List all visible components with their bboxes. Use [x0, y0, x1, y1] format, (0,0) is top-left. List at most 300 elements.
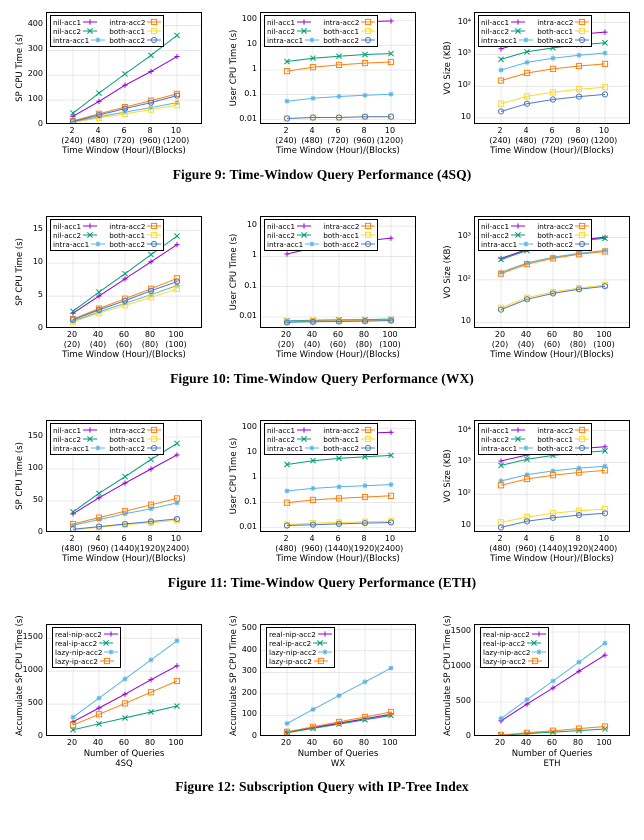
legend-symbol: [575, 426, 589, 434]
y-axis-label: Accumulate SP CPU Time (s): [229, 615, 239, 736]
y-tick-label: 1: [251, 63, 257, 73]
legend-symbol: [297, 435, 311, 443]
y-tick-label: 200: [241, 687, 257, 697]
y-tick-label: 300: [241, 666, 257, 676]
legend-symbol: [575, 435, 589, 443]
x-tick-label: 2 (480): [275, 534, 297, 553]
legend-item: [269, 630, 332, 639]
chart-fig9-a: [6, 4, 210, 164]
chart-legend: [52, 627, 121, 668]
figure-fig12: [0, 616, 644, 804]
legend-symbol: [519, 444, 533, 452]
chart-legend: [264, 219, 378, 251]
legend-symbol: [527, 639, 541, 647]
legend-symbol: [361, 426, 375, 434]
chart-legend: [264, 15, 378, 47]
legend-symbol: [305, 444, 319, 452]
legend-label: both-acc1: [323, 26, 360, 36]
y-tick-label: 10²: [457, 273, 471, 283]
x-tick-label: 80: [572, 738, 584, 747]
x-tick-label: 20: [66, 738, 78, 747]
x-tick-label: 6 (1440): [538, 534, 566, 553]
x-axis-label: Time Window (Hour)/(Blocks): [276, 146, 400, 156]
x-tick-label: 2 (480): [489, 534, 511, 553]
x-tick-label: 10 (2400): [376, 534, 404, 553]
y-tick-label: 10³: [457, 231, 471, 241]
y-tick-label: 10²: [457, 488, 471, 498]
figure-caption: Figure 12: Subscription Query with IP-Tree Index: [175, 779, 469, 794]
y-tick-label: 100: [241, 422, 257, 432]
legend-symbol: [297, 231, 311, 239]
dataset-sublabel: ETH: [543, 759, 561, 769]
legend-symbol: [519, 36, 533, 44]
x-tick-label: 80 (80): [569, 330, 587, 349]
legend-label: both-acc2: [109, 239, 146, 249]
y-axis-label: Accumulate SP CPU Time (s): [15, 615, 25, 736]
legend-item: [109, 435, 161, 444]
legend-item: [483, 648, 546, 657]
legend-item: [267, 36, 319, 45]
legend-symbol: [361, 222, 375, 230]
y-tick-label: 0.1: [244, 280, 257, 290]
y-tick-label: 200: [27, 69, 43, 79]
legend-item: [109, 27, 161, 36]
x-tick-label: 100: [168, 738, 184, 747]
legend-symbol: [575, 18, 589, 26]
legend-label: intra-acc1: [481, 35, 518, 45]
chart-fig10-a: [6, 208, 210, 368]
chart-legend: [480, 627, 549, 668]
x-tick-label: 100 (100): [379, 330, 401, 349]
chart-legend: [478, 423, 592, 455]
legend-label: real-ip-acc2: [55, 638, 98, 648]
legend-symbol: [361, 27, 375, 35]
legend-symbol: [318, 648, 332, 656]
legend-label: nil-acc2: [53, 230, 82, 240]
y-axis-label: User CPU Time (s): [229, 437, 239, 515]
y-axis-label: Accumulate SP CPU Time (s): [443, 615, 453, 736]
legend-item: [109, 444, 161, 453]
legend-item: [269, 648, 332, 657]
legend-symbol: [575, 444, 589, 452]
x-tick-label: 80 (80): [141, 330, 159, 349]
chart-row: [0, 208, 644, 368]
y-tick-label: 10: [460, 316, 471, 326]
y-tick-label: 1500: [450, 626, 471, 635]
legend-label: real-ip-acc2: [483, 638, 526, 648]
y-tick-label: 100: [241, 14, 257, 24]
legend-item: [483, 657, 546, 666]
legend-item: [323, 240, 375, 249]
x-tick-label: 80 (80): [355, 330, 373, 349]
legend-symbol: [91, 240, 105, 248]
legend-item: [267, 18, 319, 27]
legend-item: [267, 240, 319, 249]
legend-label: lazy-ip-acc2: [483, 656, 526, 666]
legend-item: [267, 444, 319, 453]
legend-label: nil-acc2: [267, 26, 296, 36]
x-tick-label: 2 (240): [489, 126, 511, 145]
legend-label: intra-acc1: [267, 239, 304, 249]
legend-symbol: [305, 36, 319, 44]
x-tick-label: 60 (60): [329, 330, 347, 349]
legend-label: both-acc2: [323, 443, 360, 453]
y-tick-label: 0.1: [244, 496, 257, 506]
legend-symbol: [575, 222, 589, 230]
legend-item: [537, 222, 589, 231]
legend-label: nil-acc2: [53, 434, 82, 444]
legend-symbol: [83, 426, 97, 434]
legend-label: real-nip-acc2: [269, 629, 316, 639]
y-tick-label: 1000: [22, 665, 43, 675]
x-tick-label: 20: [280, 738, 292, 747]
x-tick-label: 8 (960): [353, 126, 375, 145]
legend-symbol: [314, 657, 328, 665]
x-axis-label: Time Window (Hour)/(Blocks): [490, 146, 614, 156]
y-tick-label: 0: [251, 731, 257, 740]
legend-item: [537, 435, 589, 444]
legend-label: both-acc2: [109, 35, 146, 45]
chart-legend: [478, 15, 592, 47]
chart-row: [0, 412, 644, 572]
y-tick-label: 10: [32, 257, 43, 267]
legend-label: intra-acc2: [537, 17, 574, 27]
legend-item: [267, 231, 319, 240]
legend-symbol: [147, 435, 161, 443]
x-tick-label: 40 (40): [303, 330, 321, 349]
x-tick-label: 80: [144, 738, 156, 747]
x-tick-label: 80: [358, 738, 370, 747]
chart-row: [0, 616, 644, 776]
y-tick-label: 0.1: [244, 88, 257, 98]
y-tick-label: 10: [460, 111, 471, 121]
legend-item: [537, 36, 589, 45]
legend-item: [323, 435, 375, 444]
chart-fig12-a: [6, 616, 210, 776]
x-tick-label: 4 (480): [515, 126, 537, 145]
chart-legend: [50, 15, 164, 47]
x-axis-label: Time Window (Hour)/(Blocks): [62, 146, 186, 156]
legend-label: nil-acc1: [481, 17, 510, 27]
y-tick-label: 500: [241, 623, 257, 633]
legend-symbol: [104, 648, 118, 656]
x-tick-label: 40: [520, 738, 532, 747]
legend-symbol: [511, 231, 525, 239]
y-axis-label: User CPU Time (s): [229, 29, 239, 107]
legend-symbol: [147, 444, 161, 452]
legend-symbol: [91, 36, 105, 44]
legend-item: [483, 639, 546, 648]
legend-label: lazy-nip-acc2: [483, 647, 531, 657]
legend-label: intra-acc1: [53, 35, 90, 45]
legend-item: [323, 222, 375, 231]
chart-legend: [50, 219, 164, 251]
y-tick-label: 150: [27, 431, 43, 440]
x-axis-label: Time Window (Hour)/(Blocks): [490, 350, 614, 360]
legend-symbol: [297, 426, 311, 434]
legend-item: [537, 18, 589, 27]
legend-label: both-acc2: [323, 239, 360, 249]
legend-label: both-acc1: [109, 230, 146, 240]
legend-label: both-acc1: [323, 434, 360, 444]
legend-symbol: [83, 27, 97, 35]
y-tick-label: 0: [37, 731, 43, 740]
x-tick-label: 6 (1440): [110, 534, 138, 553]
legend-item: [109, 36, 161, 45]
x-axis-label: Number of Queries: [297, 749, 379, 759]
x-tick-label: 8 (1920): [350, 534, 378, 553]
y-tick-label: 10: [246, 39, 257, 49]
legend-symbol: [104, 630, 118, 638]
y-tick-label: 100: [27, 463, 43, 472]
figure-fig11: [0, 412, 644, 600]
legend-label: intra-acc2: [109, 425, 146, 435]
y-tick-label: 10: [246, 447, 257, 457]
legend-item: [53, 231, 105, 240]
legend-item: [55, 639, 118, 648]
legend-symbol: [147, 36, 161, 44]
chart-fig9-b: [220, 4, 424, 164]
chart-row: [0, 4, 644, 164]
x-axis-label: Time Window (Hour)/(Blocks): [490, 554, 614, 564]
y-tick-label: 1000: [450, 661, 471, 670]
legend-item: [537, 426, 589, 435]
legend-symbol: [147, 426, 161, 434]
legend-item: [481, 27, 533, 36]
legend-label: lazy-ip-acc2: [55, 656, 98, 666]
y-tick-label: 400: [241, 644, 257, 654]
x-axis-label: Time Window (Hour)/(Blocks): [276, 554, 400, 564]
legend-symbol: [532, 630, 546, 638]
x-tick-label: 40: [306, 738, 318, 747]
x-axis-label: Time Window (Hour)/(Blocks): [62, 554, 186, 564]
dataset-sublabel: 4SQ: [115, 759, 133, 769]
x-tick-label: 10 (2400): [162, 534, 190, 553]
legend-symbol: [297, 27, 311, 35]
x-tick-label: 6 (720): [541, 126, 563, 145]
legend-symbol: [361, 18, 375, 26]
legend-item: [53, 36, 105, 45]
x-tick-label: 40: [92, 738, 104, 747]
legend-item: [323, 426, 375, 435]
x-axis-label: Number of Queries: [83, 749, 165, 759]
x-tick-label: 8 (1920): [136, 534, 164, 553]
x-tick-label: 4 (480): [87, 126, 109, 145]
legend-item: [55, 648, 118, 657]
legend-label: nil-acc1: [53, 17, 82, 27]
legend-item: [537, 240, 589, 249]
legend-label: nil-acc1: [481, 221, 510, 231]
legend-symbol: [519, 240, 533, 248]
legend-label: both-acc1: [537, 434, 574, 444]
figure-fig10: [0, 208, 644, 396]
legend-item: [483, 630, 546, 639]
figure-caption: Figure 9: Time-Window Query Performance (4SQ): [172, 167, 472, 182]
x-tick-label: 6 (1440): [324, 534, 352, 553]
legend-label: intra-acc2: [323, 221, 360, 231]
legend-symbol: [147, 240, 161, 248]
x-tick-label: 4 (960): [87, 534, 109, 553]
x-tick-label: 8 (960): [139, 126, 161, 145]
x-tick-label: 10 (1200): [162, 126, 190, 145]
legend-item: [267, 27, 319, 36]
y-tick-label: 15: [32, 224, 43, 234]
legend-item: [269, 657, 332, 666]
legend-label: intra-acc1: [53, 239, 90, 249]
legend-label: nil-acc1: [267, 221, 296, 231]
legend-symbol: [528, 657, 542, 665]
legend-label: both-acc2: [323, 35, 360, 45]
legend-label: nil-acc2: [53, 26, 82, 36]
x-tick-label: 6 (720): [113, 126, 135, 145]
legend-label: lazy-ip-acc2: [269, 656, 312, 666]
chart-fig11-c: [434, 412, 638, 572]
legend-symbol: [361, 231, 375, 239]
legend-item: [267, 435, 319, 444]
y-tick-label: 0.01: [239, 310, 257, 320]
legend-label: both-acc1: [323, 230, 360, 240]
legend-item: [537, 27, 589, 36]
x-tick-label: 8 (1920): [564, 534, 592, 553]
legend-item: [53, 435, 105, 444]
legend-symbol: [147, 222, 161, 230]
legend-item: [481, 18, 533, 27]
y-tick-label: 10³: [457, 456, 471, 466]
legend-symbol: [83, 435, 97, 443]
legend-label: nil-acc2: [481, 434, 510, 444]
legend-label: both-acc1: [109, 26, 146, 36]
y-tick-label: 10⁴: [457, 424, 471, 434]
legend-item: [323, 36, 375, 45]
legend-item: [481, 444, 533, 453]
legend-item: [481, 36, 533, 45]
x-tick-label: 100 (100): [593, 330, 615, 349]
legend-symbol: [575, 27, 589, 35]
y-tick-label: 1: [251, 471, 257, 481]
y-tick-label: 0: [37, 119, 43, 128]
x-tick-label: 40 (40): [89, 330, 107, 349]
legend-item: [481, 231, 533, 240]
x-axis-label: Number of Queries: [511, 749, 593, 759]
x-tick-label: 60: [332, 738, 344, 747]
chart-fig12-c: [434, 616, 638, 776]
legend-item: [109, 426, 161, 435]
legend-label: intra-acc2: [109, 17, 146, 27]
y-tick-label: 1: [251, 250, 257, 260]
legend-symbol: [83, 222, 97, 230]
legend-symbol: [147, 27, 161, 35]
legend-symbol: [361, 444, 375, 452]
legend-label: real-ip-acc2: [269, 638, 312, 648]
legend-item: [537, 231, 589, 240]
legend-label: real-nip-acc2: [483, 629, 530, 639]
legend-symbol: [532, 648, 546, 656]
chart-legend: [264, 423, 378, 455]
legend-item: [481, 435, 533, 444]
chart-fig11-b: [220, 412, 424, 572]
legend-item: [481, 222, 533, 231]
legend-label: both-acc2: [537, 35, 574, 45]
y-tick-label: 300: [27, 44, 43, 54]
chart-fig11-a: [6, 412, 210, 572]
x-tick-label: 10 (1200): [590, 126, 618, 145]
legend-item: [53, 426, 105, 435]
x-tick-label: 10 (2400): [590, 534, 618, 553]
legend-symbol: [575, 36, 589, 44]
legend-symbol: [99, 639, 113, 647]
y-tick-label: 500: [455, 696, 471, 705]
legend-symbol: [361, 435, 375, 443]
x-tick-label: 20 (20): [491, 330, 509, 349]
legend-label: lazy-nip-acc2: [269, 647, 317, 657]
y-axis-label: SP CPU Time (s): [15, 238, 25, 306]
y-tick-label: 10³: [457, 48, 471, 58]
y-axis-label: VO Size (KB): [443, 41, 453, 95]
legend-label: nil-acc1: [481, 425, 510, 435]
x-tick-label: 6 (720): [327, 126, 349, 145]
y-tick-label: 10: [460, 519, 471, 529]
chart-fig10-b: [220, 208, 424, 368]
figure-fig9: [0, 4, 644, 192]
y-axis-label: SP CPU Time (s): [15, 34, 25, 102]
legend-label: intra-acc2: [323, 425, 360, 435]
legend-item: [267, 222, 319, 231]
x-tick-label: 60 (60): [115, 330, 133, 349]
x-tick-label: 8 (960): [567, 126, 589, 145]
y-tick-label: 10²: [457, 80, 471, 90]
legend-symbol: [361, 36, 375, 44]
legend-item: [537, 444, 589, 453]
y-tick-label: 10⁴: [457, 16, 471, 26]
legend-label: nil-acc2: [481, 230, 510, 240]
legend-symbol: [361, 240, 375, 248]
legend-label: intra-acc2: [323, 17, 360, 27]
legend-symbol: [305, 240, 319, 248]
legend-label: both-acc2: [109, 443, 146, 453]
legend-label: lazy-nip-acc2: [55, 647, 103, 657]
legend-symbol: [511, 435, 525, 443]
legend-symbol: [147, 18, 161, 26]
legend-label: both-acc1: [109, 434, 146, 444]
legend-item: [53, 444, 105, 453]
legend-item: [481, 240, 533, 249]
y-tick-label: 100: [27, 94, 43, 104]
legend-symbol: [297, 222, 311, 230]
y-tick-label: 1500: [22, 632, 43, 642]
x-tick-label: 2 (480): [61, 534, 83, 553]
legend-label: nil-acc2: [267, 230, 296, 240]
y-tick-label: 400: [27, 19, 43, 29]
legend-label: intra-acc1: [481, 239, 518, 249]
legend-item: [323, 27, 375, 36]
y-axis-label: SP CPU Time (s): [15, 442, 25, 510]
legend-item: [323, 231, 375, 240]
y-axis-label: VO Size (KB): [443, 449, 453, 503]
legend-item: [109, 240, 161, 249]
legend-symbol: [83, 231, 97, 239]
x-tick-label: 40 (40): [517, 330, 535, 349]
y-tick-label: 0.01: [239, 521, 257, 531]
legend-item: [323, 444, 375, 453]
legend-item: [267, 426, 319, 435]
legend-symbol: [91, 444, 105, 452]
legend-item: [323, 18, 375, 27]
legend-label: nil-acc1: [267, 425, 296, 435]
chart-legend: [266, 627, 335, 668]
legend-symbol: [83, 18, 97, 26]
legend-label: nil-acc1: [53, 221, 82, 231]
legend-symbol: [511, 426, 525, 434]
